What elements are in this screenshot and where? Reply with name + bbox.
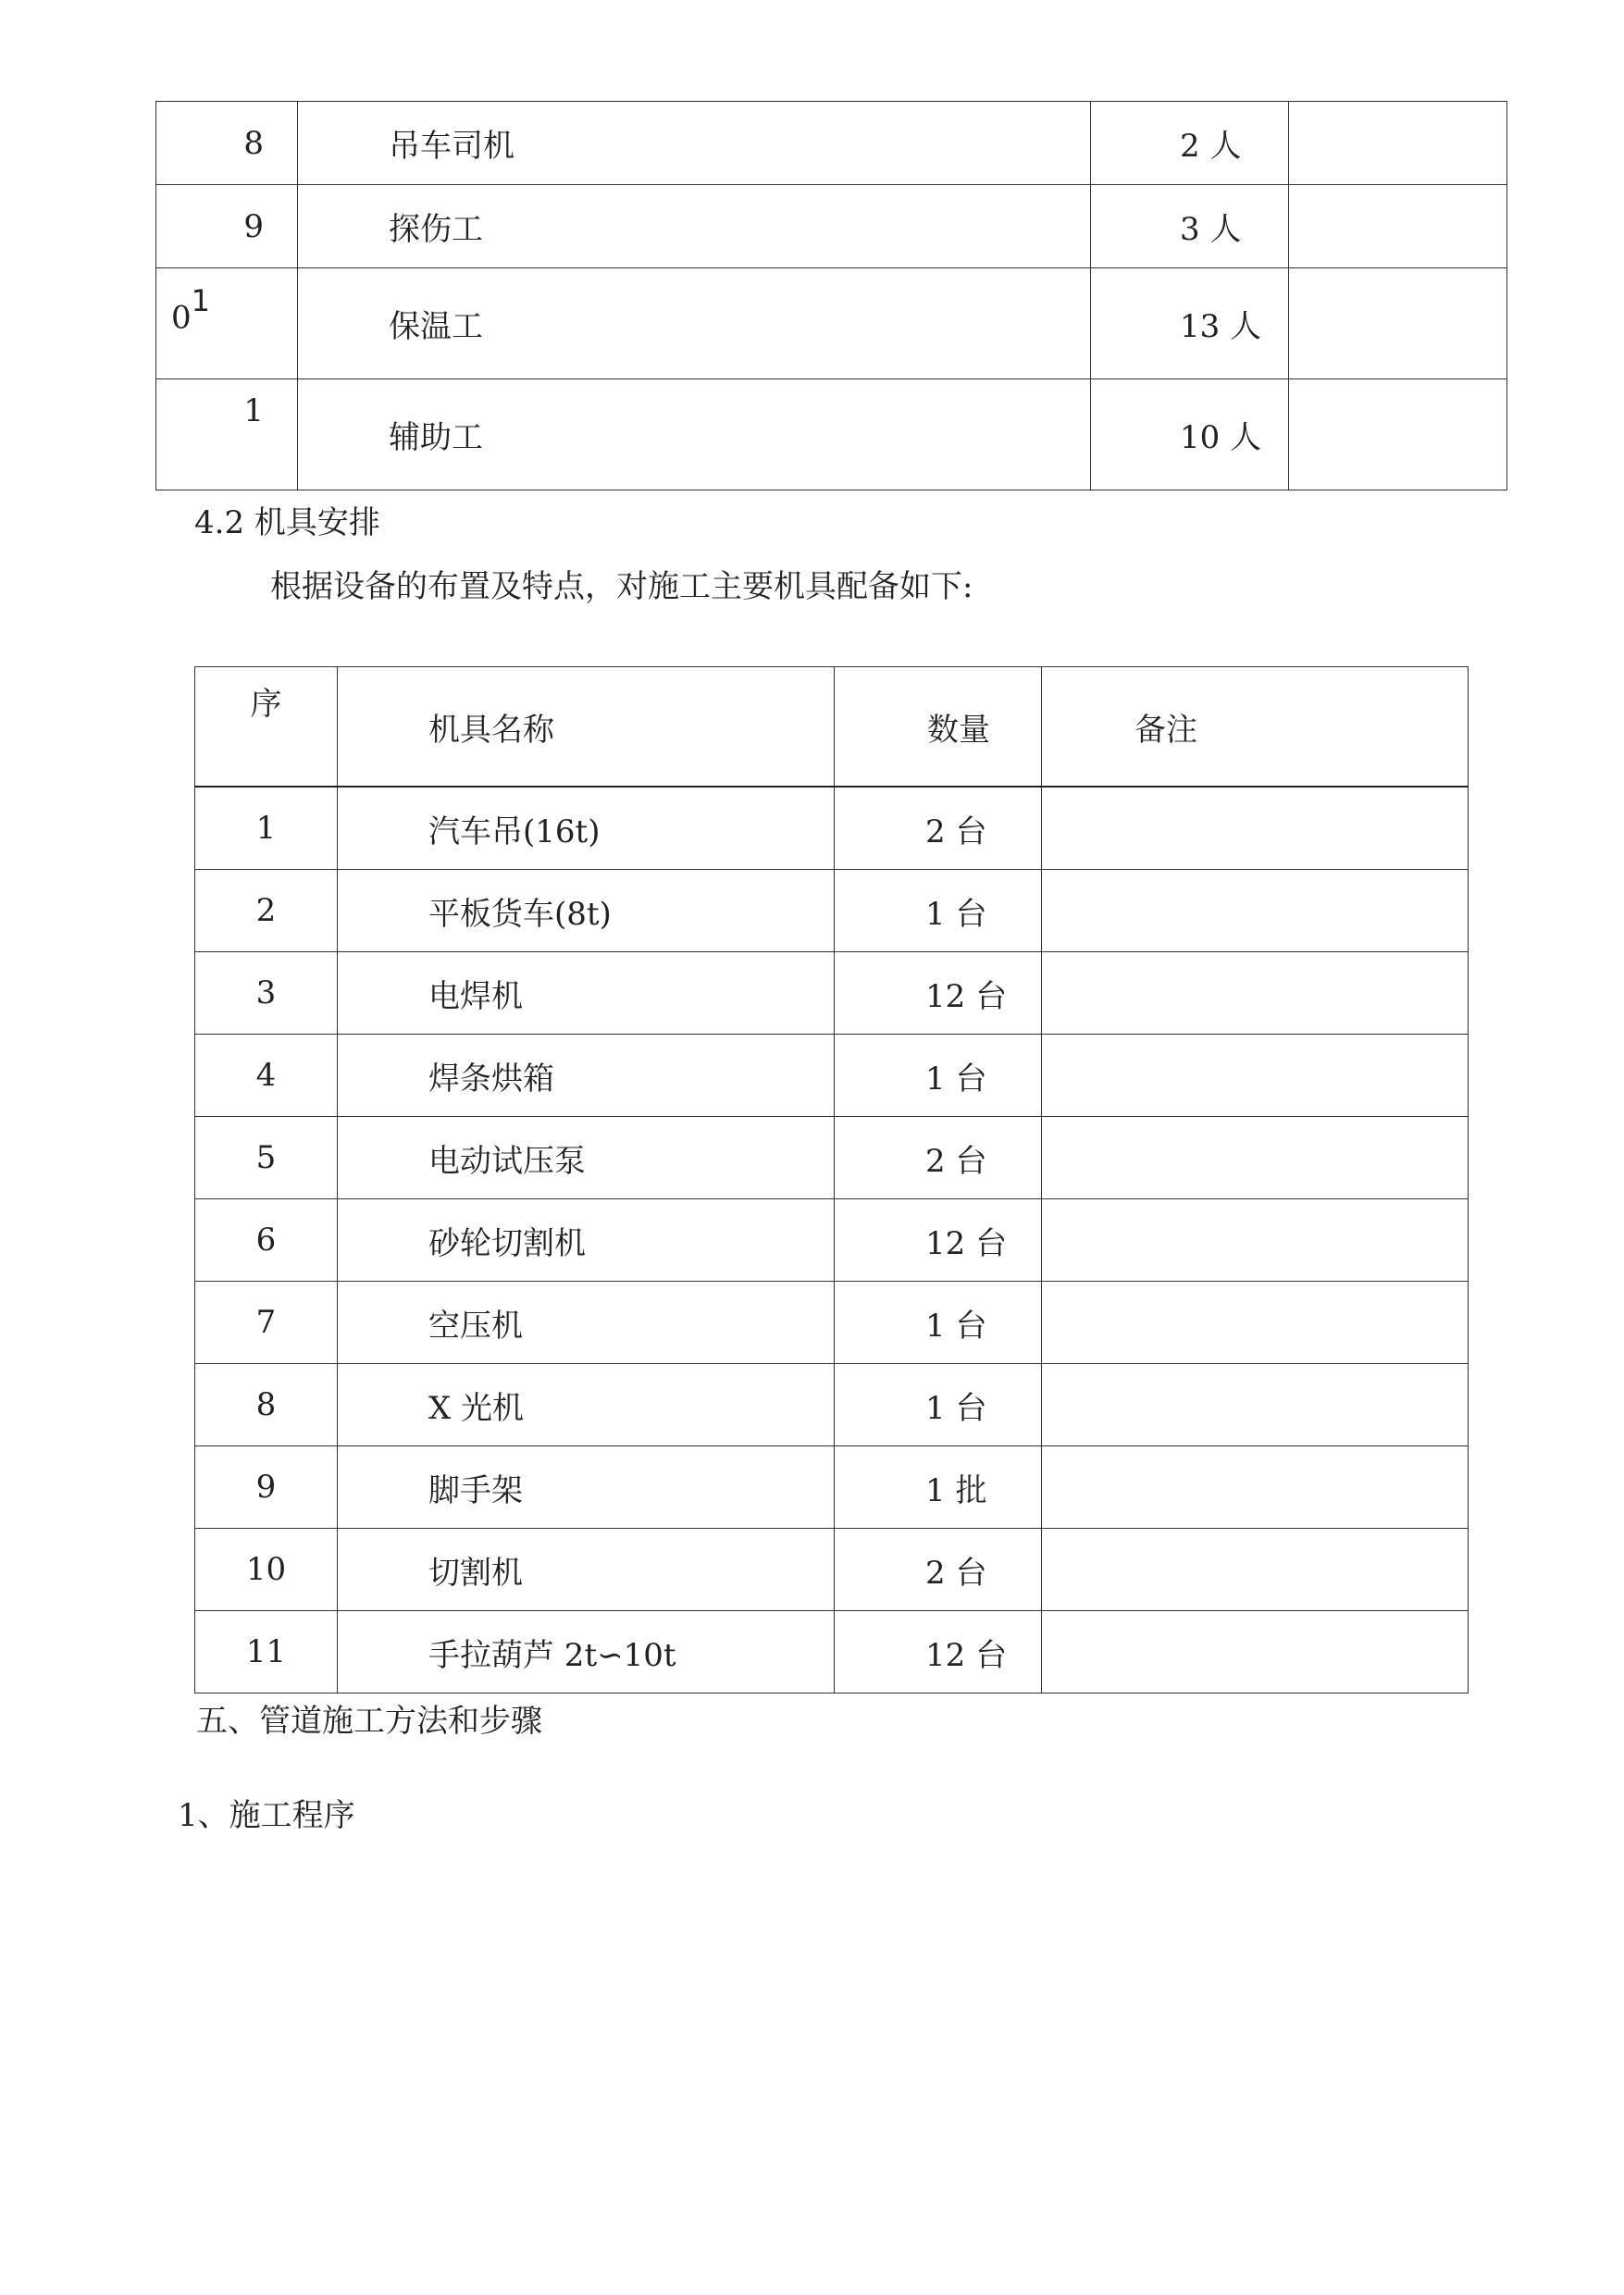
remark-cell	[1289, 268, 1507, 379]
equipment-name: 电焊机	[338, 952, 835, 1035]
section-heading-4-2: 4.2 机具安排	[194, 504, 380, 541]
row-number: 9	[156, 185, 298, 268]
job-title: 辅助工	[298, 379, 1091, 490]
remark-cell	[1042, 870, 1469, 952]
equipment-quantity: 1 台	[835, 870, 1042, 952]
remark-cell	[1289, 379, 1507, 490]
table-row	[195, 787, 1469, 870]
equipment-name: 焊条烘箱	[338, 1035, 835, 1117]
equipment-quantity: 2 台	[835, 1529, 1042, 1611]
table-row	[195, 1035, 1469, 1117]
row-number	[156, 379, 298, 490]
equipment-quantity: 2 台	[835, 1117, 1042, 1199]
row-number: 4	[195, 1035, 338, 1117]
personnel-table	[155, 101, 1507, 490]
remark-cell	[1042, 1364, 1469, 1446]
remark-cell	[1042, 1446, 1469, 1529]
headcount: 13 人	[1091, 268, 1289, 379]
remark-cell	[1042, 1199, 1469, 1282]
table-row	[195, 870, 1469, 952]
row-number: 8	[195, 1364, 338, 1446]
equipment-quantity: 1 批	[835, 1446, 1042, 1529]
job-title: 吊车司机	[298, 102, 1091, 185]
remark-cell	[1042, 1611, 1469, 1693]
equipment-name: 砂轮切割机	[338, 1199, 835, 1282]
equipment-name: 平板货车(8t)	[338, 870, 835, 952]
equipment-quantity: 1 台	[835, 1364, 1042, 1446]
table-row	[195, 1199, 1469, 1282]
equipment-quantity: 12 台	[835, 1199, 1042, 1282]
table-row	[156, 268, 1507, 379]
row-number: 3	[195, 952, 338, 1035]
row-number: 9	[195, 1446, 338, 1529]
remark-cell	[1042, 1529, 1469, 1611]
row-number	[156, 268, 298, 379]
table-row	[156, 379, 1507, 490]
equipment-table	[194, 666, 1469, 1693]
equipment-name: 电动试压泵	[338, 1117, 835, 1199]
remark-cell	[1289, 102, 1507, 185]
row-number: 1	[195, 787, 338, 870]
job-title: 探伤工	[298, 185, 1091, 268]
equipment-quantity: 2 台	[835, 787, 1042, 870]
table-row	[156, 185, 1507, 268]
intro-paragraph: 根据设备的布置及特点，对施工主要机具配备如下:	[270, 568, 973, 605]
row-number: 5	[195, 1117, 338, 1199]
row-number-superscript: 1	[191, 283, 210, 318]
table-row	[195, 1117, 1469, 1199]
table-row	[195, 1446, 1469, 1529]
job-title: 保温工	[298, 268, 1091, 379]
row-number: 10	[195, 1529, 338, 1611]
equipment-name: 空压机	[338, 1282, 835, 1364]
headcount: 10 人	[1091, 379, 1289, 490]
equipment-quantity: 12 台	[835, 952, 1042, 1035]
remark-cell	[1042, 787, 1469, 870]
header-name: 机具名称	[338, 667, 835, 788]
table-row	[195, 1611, 1469, 1693]
table-row	[156, 102, 1507, 185]
equipment-quantity: 1 台	[835, 1282, 1042, 1364]
remark-cell	[1042, 1282, 1469, 1364]
row-number: 7	[195, 1282, 338, 1364]
remark-cell	[1289, 185, 1507, 268]
remark-cell	[1042, 952, 1469, 1035]
row-number: 6	[195, 1199, 338, 1282]
equipment-name: X 光机	[338, 1364, 835, 1446]
remark-cell	[1042, 1117, 1469, 1199]
remark-cell	[1042, 1035, 1469, 1117]
row-number: 8	[156, 102, 298, 185]
table-row	[195, 1529, 1469, 1611]
equipment-name: 手拉葫芦 2t∽10t	[338, 1611, 835, 1693]
table-header-row	[195, 667, 1469, 788]
row-number: 2	[195, 870, 338, 952]
header-number: 序	[195, 667, 338, 788]
equipment-quantity: 1 台	[835, 1035, 1042, 1117]
subsection-heading-1: 1、施工程序	[178, 1797, 355, 1834]
section-heading-5: 五、管道施工方法和步骤	[196, 1703, 542, 1740]
equipment-name: 汽车吊(16t)	[338, 787, 835, 870]
header-remark: 备注	[1042, 667, 1469, 788]
row-number: 11	[195, 1611, 338, 1693]
table-row	[195, 1364, 1469, 1446]
equipment-name: 切割机	[338, 1529, 835, 1611]
header-quantity: 数量	[835, 667, 1042, 788]
equipment-quantity: 12 台	[835, 1611, 1042, 1693]
headcount: 3 人	[1091, 185, 1289, 268]
table-row	[195, 1282, 1469, 1364]
table-row	[195, 952, 1469, 1035]
equipment-name: 脚手架	[338, 1446, 835, 1529]
row-number-digit: 1	[243, 392, 264, 429]
row-number-digit: 0	[171, 299, 192, 337]
headcount: 2 人	[1091, 102, 1289, 185]
